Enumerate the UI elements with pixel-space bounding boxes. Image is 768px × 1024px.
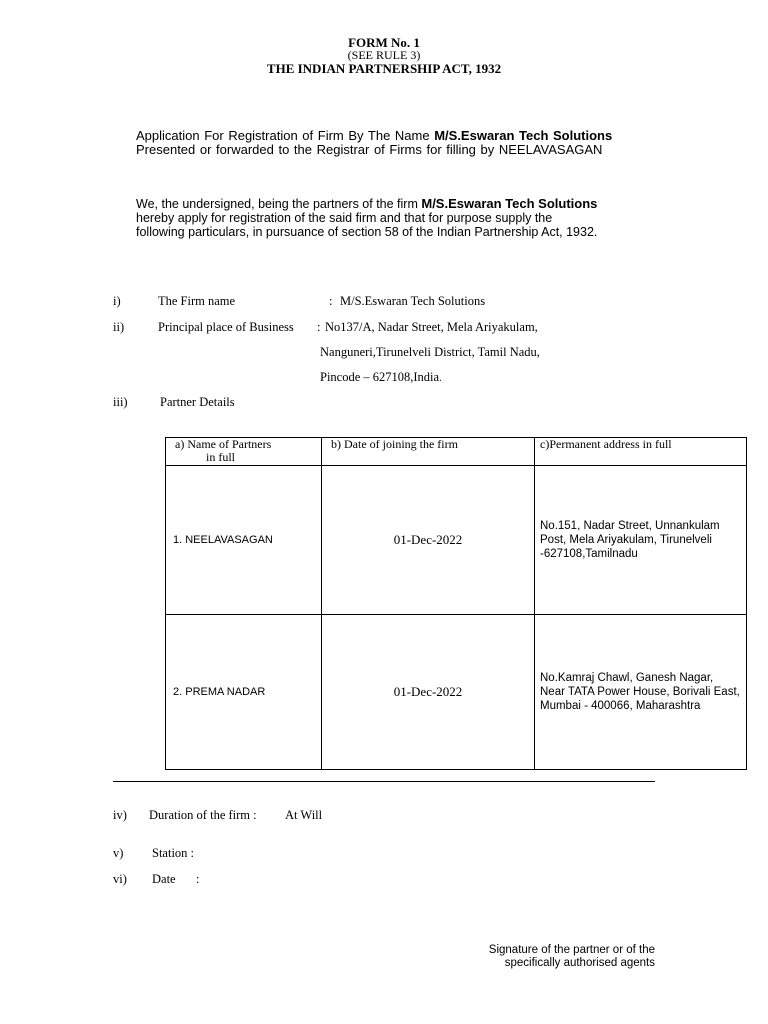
address-line-3: Pincode – 627108,India.: [320, 370, 442, 384]
partner-address: No.Kamraj Chawl, Ganesh Nagar, Near TATA Power House, Borivali East, Mumbai - 400066, Maharashtra: [535, 615, 747, 770]
divider-line: [113, 781, 655, 782]
duration-label: Duration of the firm :: [149, 808, 257, 822]
item-number-iv: iv): [113, 808, 127, 822]
act-title: THE INDIAN PARTNERSHIP ACT, 1932: [266, 61, 502, 76]
signature-line-2: specifically authorised agents: [504, 957, 655, 969]
address-line-1: No137/A, Nadar Street, Mela Ariyakulam,: [325, 320, 538, 334]
date-label: Date: [152, 872, 176, 886]
application-statement: [136, 129, 612, 157]
signature-line-1: Signature of the partner or of the: [488, 944, 655, 956]
table-row: [166, 615, 747, 770]
declaration-firm-name: M/S.Eswaran Tech Solutions: [421, 196, 598, 211]
partner-joining-date: 01-Dec-2022: [322, 466, 535, 615]
header-joining-cell: [322, 438, 535, 466]
table-row: [166, 466, 747, 615]
application-line-1: Application For Registration of Firm By The Name M/S.Eswaran Tech Solutions: [136, 128, 613, 143]
form-rule: (SEE RULE 3): [347, 48, 421, 62]
partner-table: [165, 437, 747, 770]
declaration-line-2: hereby apply for registration of the said firm and that for purpose supply the: [136, 211, 553, 225]
item-number-iii: iii): [113, 395, 128, 409]
partner-address: No.151, Nadar Street, Unnankulam Post, Mela Ariyakulam, Tirunelveli -627108,Tamilnadu: [535, 466, 747, 615]
form-header: [0, 36, 768, 75]
item-number-v: v): [113, 846, 124, 860]
header-address: c)Permanent address in full: [540, 437, 672, 451]
declaration-line-1: We, the undersigned, being the partners of the firm M/S.Eswaran Tech Solutions: [136, 196, 598, 211]
signature-block: [440, 944, 655, 970]
header-address-cell: [535, 438, 747, 466]
item-number-i: i): [113, 294, 121, 308]
place-separator: :: [317, 320, 321, 334]
date-separator: :: [196, 872, 200, 886]
address-line-2: Nanguneri,Tirunelveli District, Tamil Nadu,: [320, 345, 540, 359]
item-number-vi: vi): [113, 872, 127, 886]
application-line-2: Presented or forwarded to the Registrar of Firms for filling by NEELAVASAGAN: [136, 142, 603, 157]
duration-value: At Will: [285, 808, 323, 822]
declaration-line-3: following particulars, in pursuance of section 58 of the Indian Partnership Act, 1932.: [136, 225, 598, 239]
table-header-row: [166, 438, 747, 466]
partner-name-cell: 1. NEELAVASAGAN: [166, 466, 322, 615]
header-name-cell: [166, 438, 322, 466]
declaration-statement: [136, 197, 597, 239]
firm-name-separator: :: [329, 294, 333, 308]
partner-name-cell: 2. PREMA NADAR: [166, 615, 322, 770]
partner-joining-date: 01-Dec-2022: [322, 615, 535, 770]
form-number: FORM No. 1: [348, 35, 420, 50]
application-firm-name: M/S.Eswaran Tech Solutions: [434, 128, 613, 143]
station-label: Station :: [152, 846, 195, 860]
place-label: Principal place of Business: [158, 320, 294, 334]
firm-name-value: M/S.Eswaran Tech Solutions: [340, 294, 486, 308]
partner-details-label: Partner Details: [160, 395, 235, 409]
firm-name-label: The Firm name: [158, 294, 236, 308]
item-number-ii: ii): [113, 320, 125, 334]
header-name: a) Name of Partners in full: [175, 437, 272, 464]
header-joining: b) Date of joining the firm: [331, 437, 458, 451]
